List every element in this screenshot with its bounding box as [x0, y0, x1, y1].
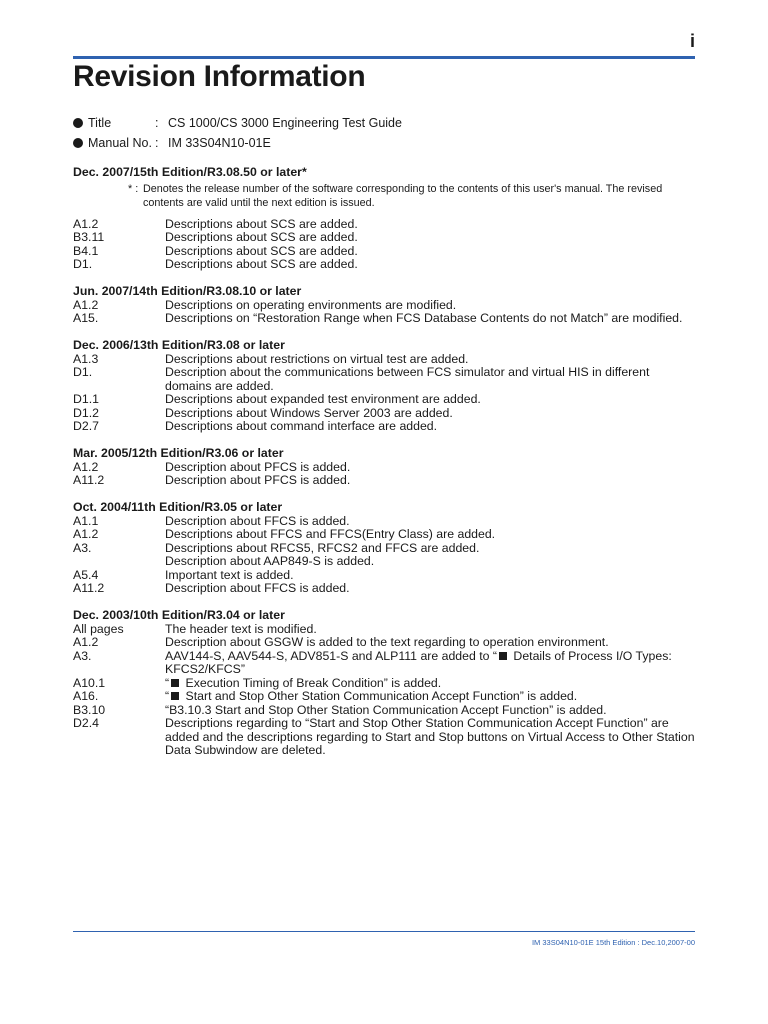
revision-section	[73, 285, 695, 326]
meta-colon: :	[155, 136, 159, 150]
change-description: Descriptions about SCS are added.	[165, 216, 358, 231]
revision-section	[73, 166, 695, 272]
revision-entry	[73, 231, 695, 245]
change-description: Description about the communications between FCS simulator and virtual HIS in different domains are added.	[165, 365, 650, 393]
change-description	[165, 677, 695, 691]
black-square-icon	[171, 692, 179, 700]
revision-entry	[73, 677, 695, 691]
revision-entry	[73, 636, 695, 650]
revision-entry	[73, 299, 695, 313]
change-description	[165, 650, 695, 677]
revision-entry	[73, 474, 695, 488]
revision-entry	[73, 528, 695, 542]
section-code: D2.7	[73, 419, 99, 433]
revision-entry	[73, 461, 695, 475]
edition-heading: Dec. 2006/13th Edition/R3.08 or later	[73, 338, 285, 352]
edition-heading: Dec. 2007/15th Edition/R3.08.50 or later*	[73, 165, 307, 179]
section-code: A1.2	[73, 635, 99, 649]
revision-entry	[73, 650, 695, 677]
description-suffix: Start and Stop Other Station Communication Accept Function” is added.	[182, 689, 578, 703]
section-code: A1.1	[73, 513, 99, 528]
change-description	[165, 690, 695, 704]
section-code	[73, 555, 165, 569]
change-description: Descriptions about command interface are added.	[165, 419, 438, 433]
revision-section	[73, 339, 695, 434]
edition-heading: Dec. 2003/10th Edition/R3.04 or later	[73, 608, 285, 622]
change-description: Description about AAP849-S is added.	[165, 554, 375, 568]
edition-heading: Jun. 2007/14th Edition/R3.08.10 or later	[73, 284, 302, 298]
section-code: A1.2	[73, 459, 99, 474]
revision-entry	[73, 218, 695, 232]
revision-section	[73, 609, 695, 758]
section-code: A5.4	[73, 567, 99, 582]
change-description: Descriptions about SCS are added.	[165, 243, 358, 258]
section-code: B4.1	[73, 243, 99, 258]
revision-entry	[73, 690, 695, 704]
change-description: Descriptions about Windows Server 2003 are added.	[165, 405, 453, 420]
revision-entry	[73, 555, 695, 569]
section-code: A11.2	[73, 581, 105, 595]
section-code: A10.1	[73, 675, 106, 690]
change-description: Important text is added.	[165, 567, 294, 582]
meta-label: Manual No.	[88, 136, 152, 150]
meta-value: IM 33S04N10-01E	[168, 136, 271, 150]
revision-entry	[73, 245, 695, 259]
meta-label: Title	[88, 116, 112, 130]
revision-list	[73, 166, 695, 771]
section-code: A1.2	[73, 297, 99, 312]
revision-entry	[73, 420, 695, 434]
revision-section	[73, 501, 695, 596]
change-description: “B3.10.3 Start and Stop Other Station Communication Accept Function” is added.	[165, 702, 607, 717]
description-prefix: “	[165, 675, 170, 690]
change-description: Description about PFCS is added.	[165, 459, 351, 474]
revision-entry	[73, 623, 695, 637]
meta-value: CS 1000/CS 3000 Engineering Test Guide	[168, 116, 402, 130]
change-description: Descriptions about RFCS5, RFCS2 and FFCS are added.	[165, 540, 480, 555]
bullet-icon	[73, 138, 83, 148]
revision-entry	[73, 353, 695, 367]
black-square-icon	[499, 652, 507, 660]
change-description: The header text is modified.	[165, 621, 317, 636]
edition-heading: Mar. 2005/12th Edition/R3.06 or later	[73, 446, 284, 460]
page-title: Revision Information	[73, 60, 366, 93]
description-suffix: Details of Process I/O Types: KFCS2/KFCS”	[165, 648, 672, 676]
revision-entry	[73, 393, 695, 407]
section-code: A1.2	[73, 216, 99, 231]
black-square-icon	[171, 679, 179, 687]
section-code: A16.	[73, 689, 99, 703]
change-description: Descriptions on operating environments are modified.	[165, 297, 457, 312]
section-code: A15.	[73, 311, 99, 325]
revision-entry	[73, 717, 695, 758]
header-rule	[73, 56, 695, 59]
revision-entry	[73, 515, 695, 529]
bullet-icon	[73, 118, 83, 128]
section-code: D1.2	[73, 405, 99, 420]
footnote	[128, 182, 695, 210]
section-code: B3.10	[73, 702, 106, 717]
manual-metadata	[73, 113, 402, 153]
section-code: D1.	[73, 365, 93, 379]
section-code: A1.3	[73, 351, 99, 366]
section-code: B3.11	[73, 230, 105, 244]
revision-entry	[73, 542, 695, 556]
section-code: A1.2	[73, 527, 99, 541]
change-description: Description about FFCS is added.	[165, 581, 350, 595]
section-code: All pages	[73, 621, 124, 636]
description-prefix: “	[165, 689, 170, 703]
change-description: Descriptions about expanded test environment are added.	[165, 392, 481, 406]
revision-entry	[73, 704, 695, 718]
change-description: Description about FFCS is added.	[165, 513, 350, 528]
revision-entry	[73, 407, 695, 421]
revision-entry	[73, 258, 695, 272]
change-description: Descriptions about restrictions on virtual test are added.	[165, 351, 469, 366]
revision-entry	[73, 366, 695, 393]
edition-heading: Oct. 2004/11th Edition/R3.05 or later	[73, 500, 283, 514]
meta-colon: :	[155, 116, 159, 130]
description-suffix: Execution Timing of Break Condition” is added.	[182, 675, 442, 690]
page-number: i	[689, 31, 695, 51]
meta-row-title	[73, 113, 402, 133]
section-code: D2.4	[73, 716, 99, 730]
footnote-text: Denotes the release number of the software corresponding to the contents of this user's manual. The revised contents are valid until the next edition is issued.	[143, 182, 663, 209]
revision-entry	[73, 582, 695, 596]
description-prefix: AAV144-S, AAV544-S, ADV851-S and ALP111 are added to “	[165, 648, 498, 663]
revision-section	[73, 447, 695, 488]
footer-rule	[73, 931, 695, 932]
meta-row-manual-no	[73, 133, 402, 153]
section-code: D1.1	[73, 392, 99, 406]
revision-entry	[73, 312, 695, 326]
section-code: A3.	[73, 540, 92, 555]
section-code: A3.	[73, 648, 92, 663]
change-description: Descriptions on “Restoration Range when FCS Database Contents do not Match” are modified.	[165, 311, 683, 325]
change-description: Description about GSGW is added to the text regarding to operation environment.	[165, 635, 609, 649]
section-code: A11.2	[73, 473, 105, 487]
footnote-mark: * :	[128, 182, 139, 195]
revision-entry	[73, 569, 695, 583]
change-description: Descriptions about SCS are added.	[165, 257, 358, 271]
change-description: Description about PFCS is added.	[165, 473, 351, 487]
change-description: Descriptions regarding to “Start and Stop Other Station Communication Accept Function” are added and the descriptions regarding to Start and Stop buttons on Virtual Access to Other Station Data Subwindow are deleted.	[165, 716, 695, 757]
section-code: D1.	[73, 257, 93, 271]
change-description: Descriptions about FFCS and FFCS(Entry Class) are added.	[165, 527, 496, 541]
footer-text: IM 33S04N10-01E 15th Edition : Dec.10,2007-00	[531, 938, 695, 947]
change-description: Descriptions about SCS are added.	[165, 230, 358, 244]
